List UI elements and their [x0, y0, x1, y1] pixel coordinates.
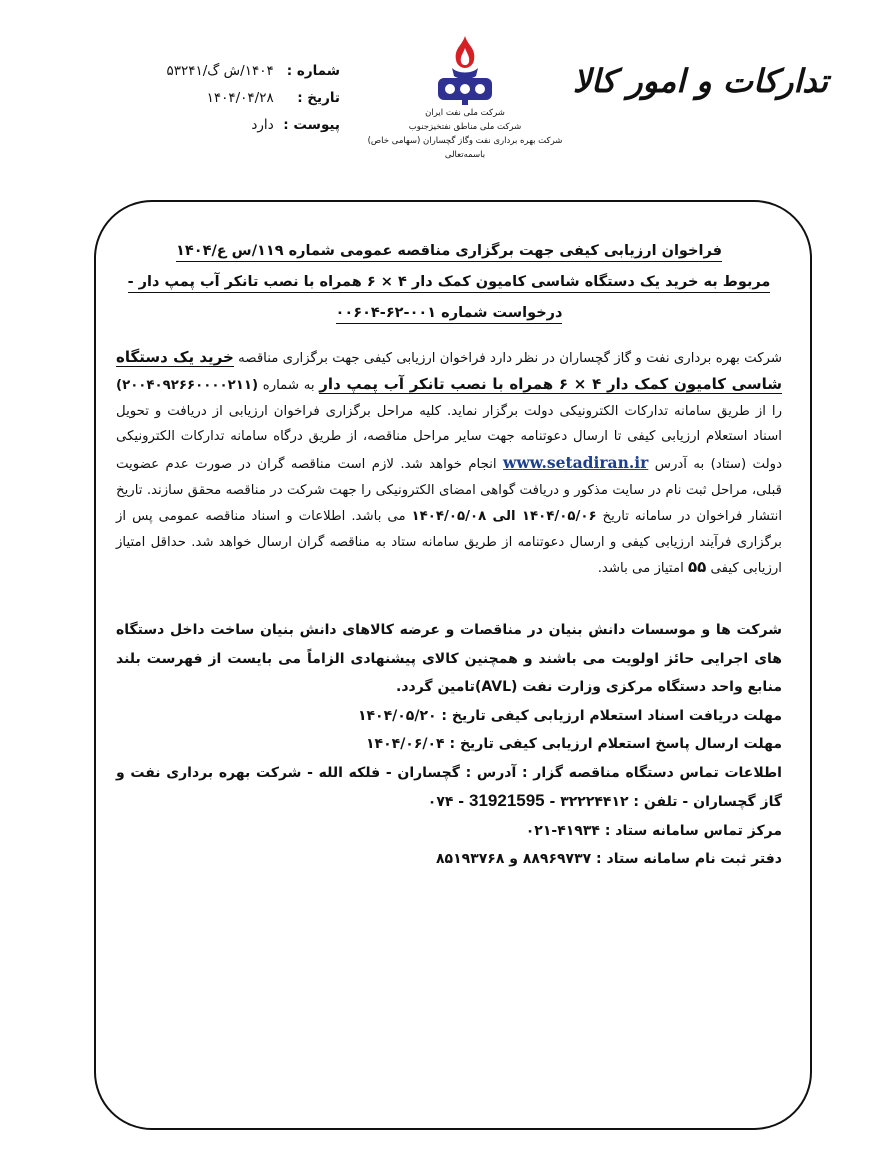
attachment-value: دارد [251, 117, 274, 133]
nioc-flame-logo-icon [432, 34, 498, 106]
date-row [130, 85, 340, 112]
date-value: ۱۴۰۴/۰۴/۲۸ [206, 90, 274, 106]
deadline-send: مهلت ارسال پاسخ استعلام ارزیابی کیفی تاریخ : ۱۴۰۴/۰۶/۰۴ [366, 736, 782, 752]
announcement-body: شرکت بهره برداری نفت و گاز گچساران در نظر دارد فراخوان ارزیابی کیفی جهت برگزاری مناقصه خرید یک دستگاه شاسی کامیون کمک دار ۴ × ۶ همراه با نصب تانکر آب پمپ دار به شماره (۲۰۰۴۰۹۲۶۶۰۰۰۰۲۱۱) را از طریق سامانه تدارکات الکترونیکی دولت برگزار نماید. کلیه مراحل برگزاری فراخوان ارزیابی از دریافت و تحویل اسناد استعلام ارزیابی کیفی تا ارسال دعوتنامه جهت سایر مراحل مناقصه، از طریق درگاه سامانه تدارکات الکترونیکی دولت (ستاد) به آدرس www.setadiran.ir انجام خواهد شد. لازم است مناقصه گران در صورت عدم عضویت قبلی، مراحل ثبت نام در سایت مذکور و دریافت گواهی امضای الکترونیکی را جهت شرکت در مناقصه محقق سازند. تاریخ انتشار فراخوان در سامانه تاریخ ۱۴۰۴/۰۵/۰۶ الی ۱۴۰۴/۰۵/۰۸ می باشد. اطلاعات و اسناد مناقصه عمومی پس از برگزاری فرآیند ارزیابی کیفی و ارسال دعوتنامه از طریق سامانه ستاد به مناقصه گران ارسال خواهد شد. حداقل امتیاز ارزیابی کیفی ۵۵ امتیاز می باشد. [116, 348, 783, 577]
publication-range: ۱۴۰۴/۰۵/۰۶ الی ۱۴۰۴/۰۵/۰۸ [411, 508, 597, 524]
attachment-row [130, 112, 340, 139]
number-value: ۱۴۰۴/ش گ/۵۳۲۴۱ [166, 63, 274, 79]
letterhead-logo-block [350, 34, 580, 162]
min-score: ۵۵ [688, 558, 707, 577]
number-row [130, 58, 340, 85]
headline-line-2: مربوط به خرید یک دستگاه شاسی کامیون کمک دار ۴ × ۶ همراه با نصب تانکر آب پمپ دار - [104, 267, 794, 298]
setad-register: دفتر ثبت نام سامانه ستاد : ۸۸۹۶۹۷۳۷ و ۸۵۱۹۳۷۶۸ [436, 851, 782, 867]
tender-subject: خرید یک دستگاه شاسی کامیون کمک دار ۴ × ۶ همراه با نصب تانکر آب پمپ دار [116, 348, 782, 393]
date-label: تاریخ : [297, 90, 340, 106]
knowledge-based-note: شرکت ها و موسسات دانش بنیان در مناقصات و عرضه کالاهای دانش بنیان ساخت داخل دستگاه های اجرایی حائز اولویت می باشند و همچنین کالای پیشنهادی الزاماً می بایست از فهرست بلند منابع واحد دستگاه مرکزی وزارت نفت (AVL)تامین گردد. [116, 622, 782, 695]
headline-line-1: فراخوان ارزیابی کیفی جهت برگزاری مناقصه عمومی شماره ۱۱۹/س ع/۱۴۰۴ [104, 236, 794, 267]
number-label: شماره : [286, 63, 340, 79]
org-line-1: شرکت ملی نفت ایران [425, 108, 505, 118]
announcement-headline [104, 236, 794, 329]
attachment-label: پیوست : [283, 117, 340, 133]
setad-website-link[interactable]: www.setadiran.ir [503, 453, 649, 473]
setad-contact: مرکز تماس سامانه ستاد : ۴۱۹۳۴-۰۲۱ [525, 822, 782, 839]
org-line-3: شرکت بهره برداری نفت وگاز گچساران (سهامی خاص) [367, 136, 563, 146]
body-intro: شرکت بهره برداری نفت و گاز گچساران در نظر دارد فراخوان ارزیابی کیفی جهت برگزاری مناقصه [233, 351, 783, 366]
department-title: تدارکات و امور کالا [572, 62, 828, 100]
phone-bold: 31921595 [469, 791, 545, 810]
org-line-2: شرکت ملی مناطق نفتخیزجنوب [408, 122, 522, 132]
bismillah-line: باسمه‌تعالی [444, 150, 486, 160]
headline-line-3: درخواست شماره ۰۰۱-۶۲-۰۰۶۰۴ [104, 298, 794, 329]
letter-meta [130, 58, 340, 139]
tender-number: (۲۰۰۴۰۹۲۶۶۰۰۰۰۲۱۱) [116, 377, 259, 393]
deadline-receive: مهلت دریافت اسناد استعلام ارزیابی کیفی تاریخ : ۱۴۰۴/۰۵/۲۰ [357, 707, 782, 724]
contact-info: اطلاعات تماس دستگاه مناقصه گزار : آدرس : گچساران - فلکه الله - شرکت بهره برداری نفت و گاز گچساران - تلفن : ۳۲۲۲۴۴۱۲ - 31921595 - ۰۷۴ [116, 764, 782, 810]
tender-details [116, 616, 782, 874]
